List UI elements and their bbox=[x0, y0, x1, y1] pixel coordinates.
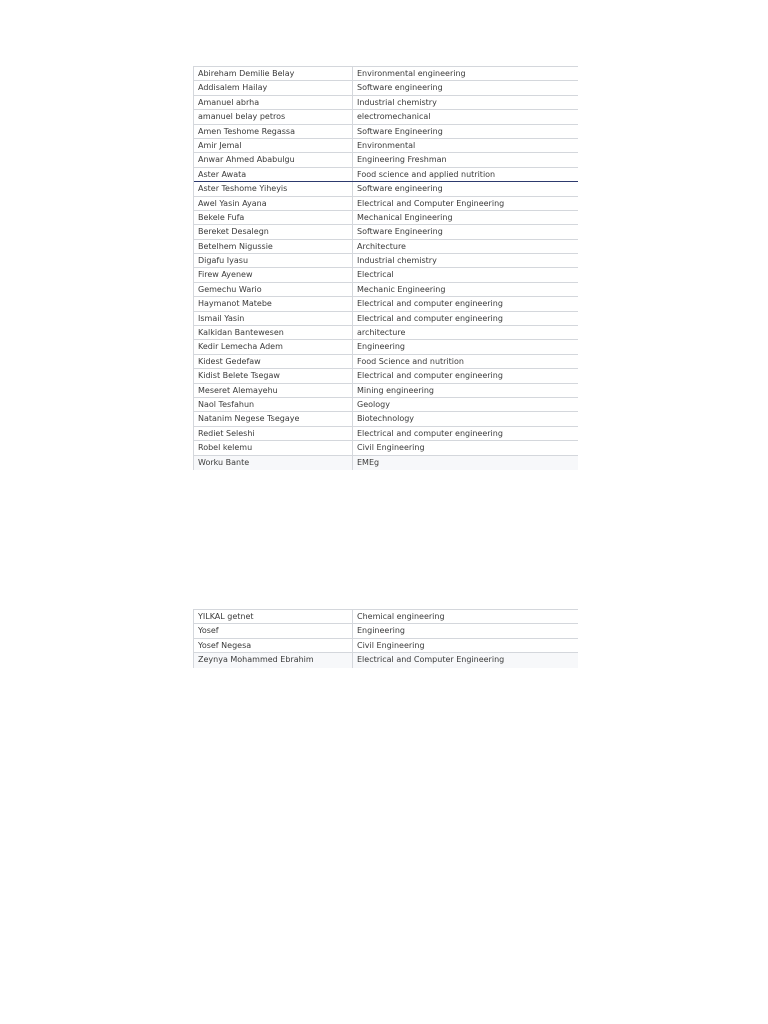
department-cell: Civil Engineering bbox=[357, 443, 425, 453]
name-cell: Amanuel abrha bbox=[194, 96, 353, 109]
table-row bbox=[194, 283, 578, 297]
name-cell: Amir Jemal bbox=[194, 139, 353, 152]
name-cell: Aster Teshome Yiheyis bbox=[194, 182, 353, 195]
department-cell: Environmental engineering bbox=[357, 69, 466, 78]
name-cell: Yosef Negesa bbox=[194, 639, 353, 652]
department-cell: Electrical and computer engineering bbox=[357, 428, 503, 438]
department-cell: Software Engineering bbox=[357, 227, 443, 237]
table-row bbox=[194, 653, 578, 667]
table-row bbox=[194, 168, 578, 182]
name-cell: Addisalem Hailay bbox=[194, 81, 353, 94]
name-cell: Meseret Alemayehu bbox=[194, 384, 353, 397]
department-cell: Mechanic Engineering bbox=[357, 284, 446, 294]
department-cell: Engineering bbox=[357, 626, 405, 636]
name-cell: Zeynya Mohammed Ebrahim bbox=[194, 653, 353, 667]
student-table-1 bbox=[193, 66, 578, 470]
name-cell: amanuel belay petros bbox=[194, 110, 353, 123]
department-cell: Electrical and computer engineering bbox=[357, 313, 503, 323]
name-cell: Awel Yasin Ayana bbox=[194, 197, 353, 210]
department-cell: Electrical bbox=[357, 270, 394, 280]
department-cell: electromechanical bbox=[357, 112, 431, 122]
student-table-2 bbox=[193, 609, 578, 668]
name-cell: Digafu Iyasu bbox=[194, 254, 353, 267]
name-cell: Naol Tesfahun bbox=[194, 398, 353, 411]
department-cell: Civil Engineering bbox=[357, 640, 425, 650]
table-row bbox=[194, 369, 578, 383]
name-cell: Worku Bante bbox=[194, 456, 353, 470]
table-row bbox=[194, 268, 578, 282]
name-cell: Ismail Yasin bbox=[194, 312, 353, 325]
table-row bbox=[194, 610, 578, 624]
table-row bbox=[194, 312, 578, 326]
department-cell: Electrical and Computer Engineering bbox=[357, 198, 505, 208]
department-cell: Mechanical Engineering bbox=[357, 212, 453, 222]
name-cell: Robel kelemu bbox=[194, 441, 353, 454]
department-cell: Software Engineering bbox=[357, 126, 443, 136]
table-row bbox=[194, 326, 578, 340]
name-cell: Anwar Ahmed Ababulgu bbox=[194, 153, 353, 166]
table-row bbox=[194, 297, 578, 311]
table-row bbox=[194, 211, 578, 225]
table-row bbox=[194, 624, 578, 638]
department-cell: Food Science and nutrition bbox=[357, 356, 464, 366]
table-row bbox=[194, 110, 578, 124]
name-cell: Yosef bbox=[194, 624, 353, 637]
department-cell: Electrical and computer engineering bbox=[357, 299, 503, 309]
table-row bbox=[194, 398, 578, 412]
name-cell: Bekele Fufa bbox=[194, 211, 353, 224]
table-row bbox=[194, 240, 578, 254]
department-cell: Industrial chemistry bbox=[357, 256, 437, 266]
table-row bbox=[194, 441, 578, 455]
name-cell: Natanim Negese Tsegaye bbox=[194, 412, 353, 425]
department-cell: Industrial chemistry bbox=[357, 97, 437, 107]
name-cell: Rediet Seleshi bbox=[194, 427, 353, 440]
name-cell: Kidist Belete Tsegaw bbox=[194, 369, 353, 382]
department-cell: Engineering Freshman bbox=[357, 155, 447, 165]
table-row bbox=[194, 456, 578, 470]
table-row bbox=[194, 355, 578, 369]
name-cell: Haymanot Matebe bbox=[194, 297, 353, 310]
table-row bbox=[194, 153, 578, 167]
department-cell: Geology bbox=[357, 399, 390, 409]
department-cell: Mining engineering bbox=[357, 385, 434, 395]
department-cell: Environmental bbox=[357, 140, 416, 150]
table-row bbox=[194, 125, 578, 139]
department-cell: EMEg bbox=[357, 457, 380, 467]
table-row bbox=[194, 67, 578, 81]
table-row bbox=[194, 384, 578, 398]
table-row bbox=[194, 225, 578, 239]
department-cell: Software engineering bbox=[357, 184, 443, 194]
table-row bbox=[194, 340, 578, 354]
department-cell: Chemical engineering bbox=[357, 612, 445, 621]
table-row bbox=[194, 96, 578, 110]
table-row bbox=[194, 254, 578, 268]
department-cell: Food science and applied nutrition bbox=[357, 169, 496, 179]
department-cell: Engineering bbox=[357, 342, 405, 352]
department-cell: Biotechnology bbox=[357, 414, 415, 424]
department-cell: Architecture bbox=[357, 241, 406, 251]
table-row bbox=[194, 427, 578, 441]
name-cell: Kidest Gedefaw bbox=[194, 355, 353, 368]
name-cell: Betelhem Nigussie bbox=[194, 240, 353, 253]
name-cell: Gemechu Wario bbox=[194, 283, 353, 296]
table-row bbox=[194, 197, 578, 211]
name-cell: Kedir Lemecha Adem bbox=[194, 340, 353, 353]
name-cell: Abireham Demilie Belay bbox=[194, 67, 353, 80]
table-row bbox=[194, 182, 578, 196]
name-cell: Kalkidan Bantewesen bbox=[194, 326, 353, 339]
name-cell: Firew Ayenew bbox=[194, 268, 353, 281]
table-row bbox=[194, 412, 578, 426]
department-cell: architecture bbox=[357, 328, 406, 338]
department-cell: Electrical and Computer Engineering bbox=[357, 655, 505, 665]
department-cell: Software engineering bbox=[357, 83, 443, 93]
name-cell: Aster Awata bbox=[194, 168, 353, 181]
name-cell: Amen Teshome Regassa bbox=[194, 125, 353, 138]
table-row bbox=[194, 81, 578, 95]
table-row bbox=[194, 639, 578, 653]
table-row bbox=[194, 139, 578, 153]
name-cell: Bereket Desalegn bbox=[194, 225, 353, 238]
name-cell: YILKAL getnet bbox=[194, 610, 353, 623]
department-cell: Electrical and computer engineering bbox=[357, 371, 503, 381]
